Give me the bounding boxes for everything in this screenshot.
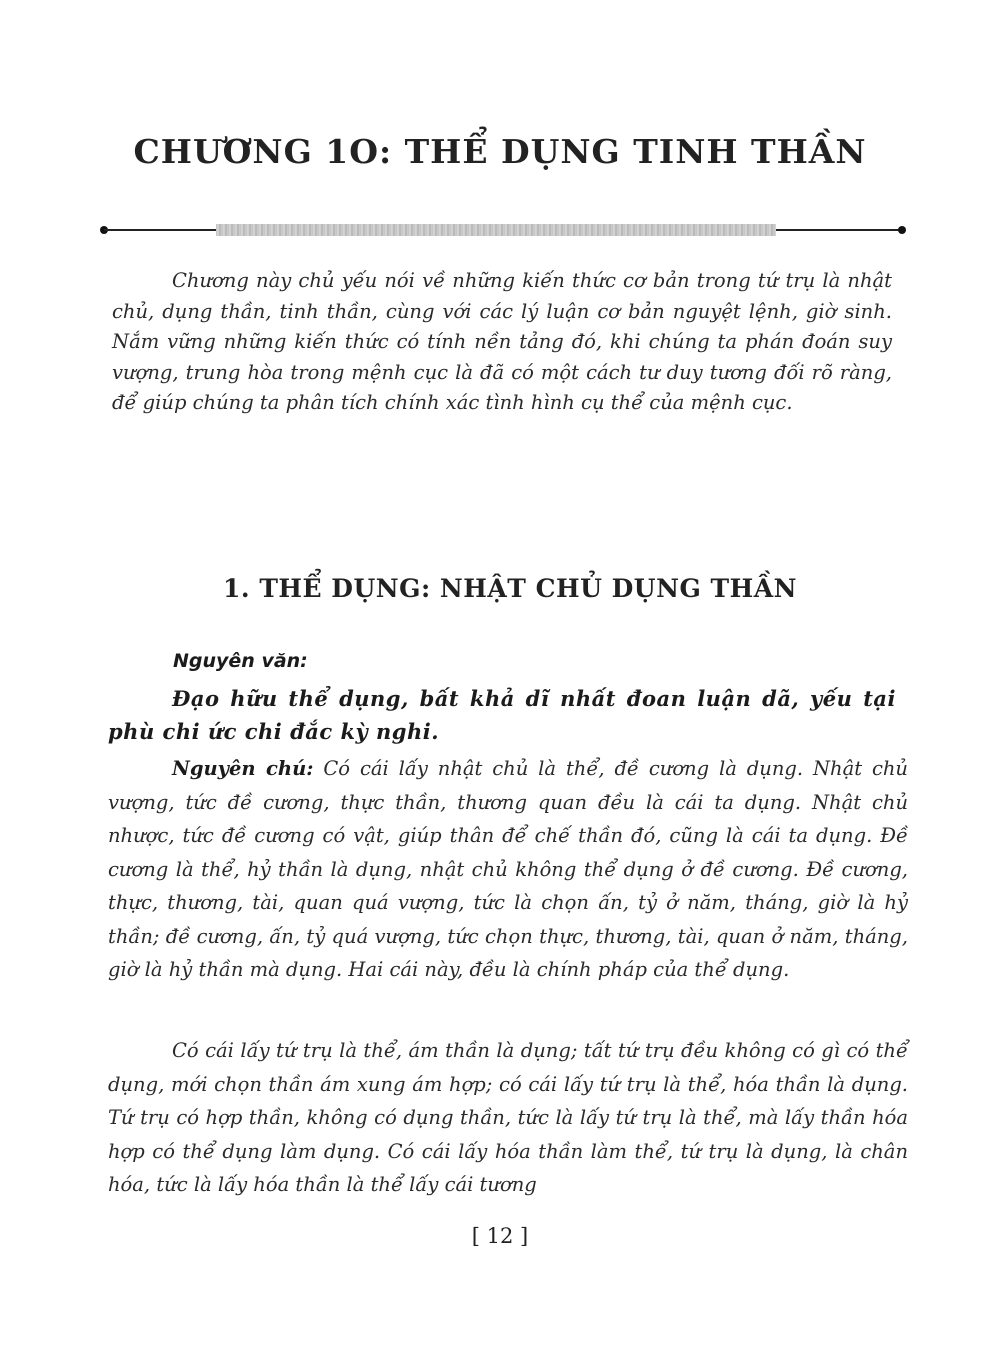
divider-ornament-bar — [216, 224, 776, 236]
section-title: 1. THỂ DỤNG: NHẬT CHỦ DỤNG THẦN — [223, 574, 797, 603]
divider-line-right — [776, 229, 902, 231]
chapter-divider — [100, 222, 906, 238]
chapter-title: CHƯƠNG 1O: THỂ DỤNG TINH THẦN — [133, 132, 867, 171]
page-number: [ 12 ] — [471, 1224, 529, 1248]
chapter-intro: Chương này chủ yếu nói về những kiến thức cơ bản trong tứ trụ là nhật chủ, dụng thần, tinh thần, cùng với các lý luận cơ bản nguyệt lệnh, giờ sinh. Nắm vững những kiến thức có tính nền tảng đó, khi chúng ta phán đoán suy vượng, trung hòa trong mệnh cục là đã có một cách tư duy tương đối rõ ràng, để giúp chúng ta phân tích chính xác tình hình cụ thể của mệnh cục. — [112, 269, 892, 414]
note-lead: Nguyên chú: — [172, 757, 314, 780]
note-body: Có cái lấy nhật chủ là thể, đề cương là dụng. Nhật chủ vượng, tức đề cương, thực thần, thương quan đều là cái ta dụng. Nhật chủ nhược, tức đề cương có vật, giúp thân để chế thần đó, cũng là cái ta dụng. Đề cương là thể, hỷ thần là dụng, nhật chủ không thể dụng ở đề cương. Đề cương, thực, thương, tài, quan quá vượng, tức là chọn ấn, tỷ ở năm, tháng, giờ là hỷ thần; đề cương, ấn, tỷ quá vượng, tức chọn thực, thương, tài, quan ở năm, tháng, giờ là hỷ thần mà dụng. Hai cái này, đều là chính pháp của thể dụng. — [108, 757, 908, 981]
divider-line-left — [104, 229, 216, 231]
source-text: Đạo hữu thể dụng, bất khả dĩ nhất đoan luận dã, yếu tại phù chi ức chi đắc kỳ nghi. — [108, 686, 896, 744]
note-paragraph — [108, 752, 908, 987]
source-label: Nguyên văn: — [173, 650, 308, 672]
body-paragraph-2: Có cái lấy tứ trụ là thể, ám thần là dụng; tất tứ trụ đều không có gì có thể dụng, mới chọn thần ám xung ám hợp; có cái lấy tứ trụ là thể, hóa thần là dụng. Tứ trụ có hợp thần, không có dụng thần, tức là lấy tứ trụ là thể, mà lấy thần hóa hợp có thể dụng làm dụng. Có cái lấy hóa thần làm thể, tứ trụ là dụng, là chân hóa, tức là lấy hóa thần là thể lấy cái tương — [108, 1039, 908, 1196]
divider-dot-right — [898, 226, 906, 234]
